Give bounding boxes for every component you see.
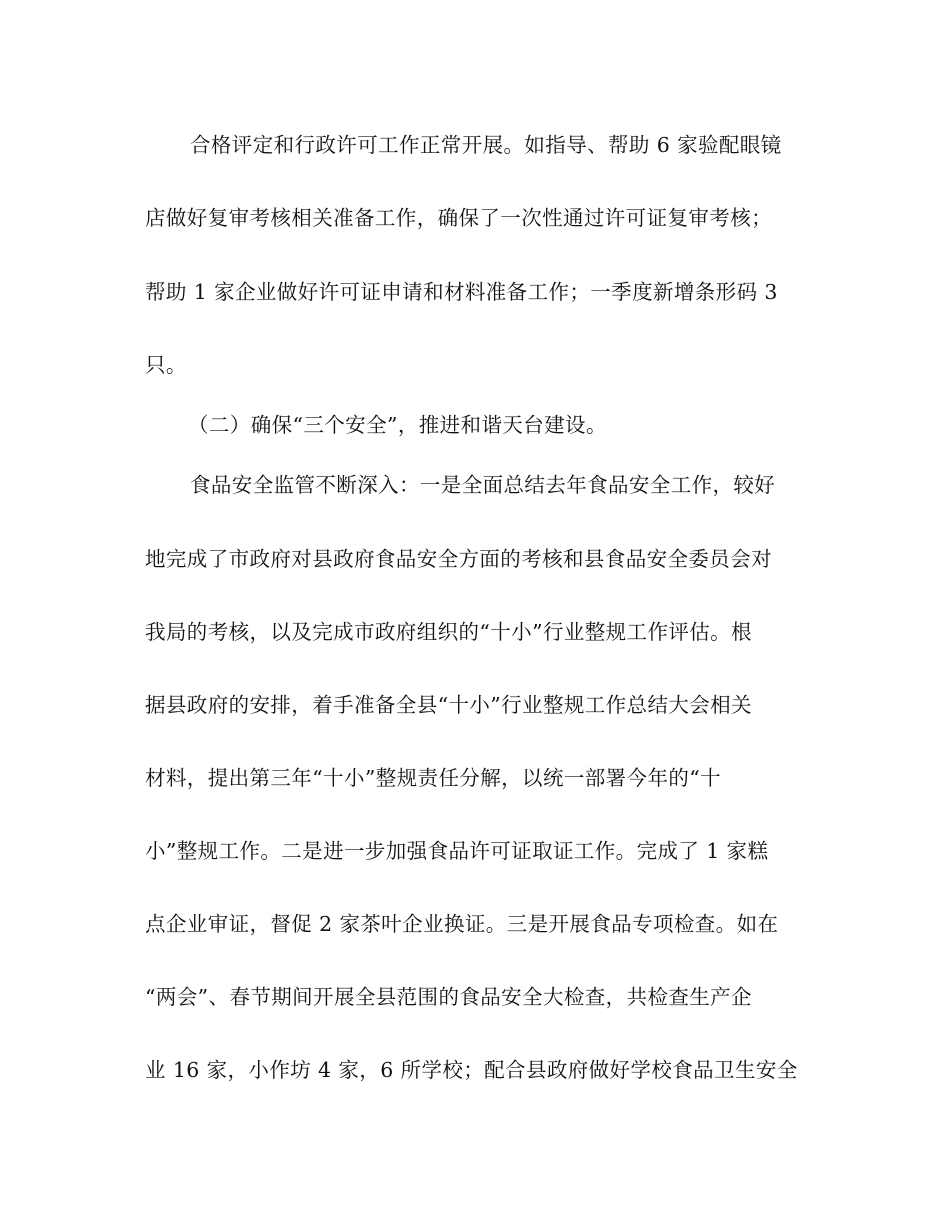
section-heading: （二）确保“三个安全”，推进和谐天台建设。 xyxy=(188,413,607,437)
paragraph-line: 我局的考核，以及完成市政府组织的“十小”行业整规工作评估。根 xyxy=(145,620,752,644)
paragraph-line: 合格评定和行政许可工作正常开展。如指导、帮助 6 家验配眼镜 xyxy=(190,133,782,157)
paragraph-line: 地完成了市政府对县政府食品安全方面的考核和县食品安全委员会对 xyxy=(145,547,772,571)
paragraph-line: 只。 xyxy=(145,353,187,377)
paragraph-line: 食品安全监管不断深入：一是全面总结去年食品安全工作，较好 xyxy=(190,473,776,497)
paragraph-line: 帮助 1 家企业做好许可证申请和材料准备工作；一季度新增条形码 3 xyxy=(145,280,778,304)
paragraph-line: 店做好复审考核相关准备工作，确保了一次性通过许可证复审考核； xyxy=(145,206,772,230)
paragraph-line: 小”整规工作。二是进一步加强食品许可证取证工作。完成了 1 家糕 xyxy=(145,839,769,863)
paragraph-line: 点企业审证，督促 2 家茶叶企业换证。三是开展食品专项检查。如在 xyxy=(145,912,779,936)
paragraph-line: “两会”、春节期间开展全县范围的食品安全大检查，共检查生产企 xyxy=(145,985,752,1009)
paragraph-line: 材料，提出第三年“十小”整规责任分解，以统一部署今年的“十 xyxy=(145,766,722,790)
paragraph-line: 业 16 家，小作坊 4 家，6 所学校；配合县政府做好学校食品卫生安全 xyxy=(145,1058,798,1082)
paragraph-line: 据县政府的安排，着手准备全县“十小”行业整规工作总结大会相关 xyxy=(145,693,752,717)
